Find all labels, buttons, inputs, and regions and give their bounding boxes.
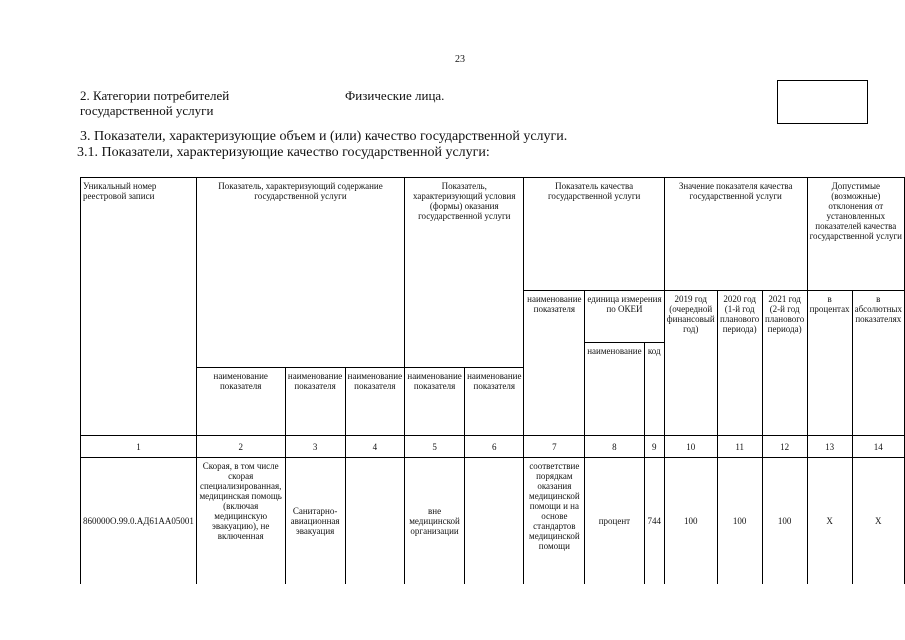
header-unit-code: код	[644, 343, 664, 436]
cell-unit-name: процент	[585, 458, 644, 584]
header-year-2020: 2020 год (1-й год планового периода)	[717, 291, 762, 436]
section3-heading: 3. Показатели, характеризующие объем и (или) качество государственной услуги.	[80, 129, 568, 144]
cell-value-2021: 100	[762, 458, 807, 584]
column-number: 7	[524, 436, 585, 458]
cell-content-1: Скорая, в том числе скорая специализированная, медицинская помощь (включая медицинскую эвакуацию), не включенная	[196, 458, 285, 584]
header-unit-name: наименование	[585, 343, 644, 436]
header-quality-value: Значение показателя качества государственной услуги	[664, 178, 807, 291]
column-number: 11	[717, 436, 762, 458]
header-year-2019: 2019 год (очередной финансовый год)	[664, 291, 717, 436]
header-content-name-3: наименование показателя	[345, 368, 404, 436]
cell-value-2020: 100	[717, 458, 762, 584]
page-number: 23	[455, 54, 465, 65]
consumer-category-label-line2: государственной услуги	[80, 103, 214, 118]
column-number: 1	[81, 436, 197, 458]
column-number: 4	[345, 436, 404, 458]
cell-registry-code: 860000О.99.0.АД61АА05001	[81, 458, 197, 584]
column-number: 3	[285, 436, 345, 458]
header-deviation-absolute: в абсолютных показателях	[852, 291, 904, 436]
registry-code-box	[777, 80, 868, 124]
header-quality-indicator: Показатель качества государственной услуги	[524, 178, 664, 291]
header-year-2021: 2021 год (2-й год планового периода)	[762, 291, 807, 436]
header-content-indicator: Показатель, характеризующий содержание государственной услуги	[196, 178, 404, 368]
header-conditions-indicator: Показатель, характеризующий условия (формы) оказания государственной услуги	[405, 178, 524, 368]
column-number: 2	[196, 436, 285, 458]
header-allowed-deviation: Допустимые (возможные) отклонения от установленных показателей качества государственной услуги	[807, 178, 904, 291]
header-deviation-percent: в процентах	[807, 291, 852, 436]
column-number: 6	[465, 436, 524, 458]
cell-deviation-absolute: Х	[852, 458, 904, 584]
cell-unit-code: 744	[644, 458, 664, 584]
column-number: 9	[644, 436, 664, 458]
column-number: 12	[762, 436, 807, 458]
column-number: 8	[585, 436, 644, 458]
header-condition-name-1: наименование показателя	[405, 368, 465, 436]
header-condition-name-2: наименование показателя	[465, 368, 524, 436]
quality-indicators-table	[80, 177, 905, 584]
header-indicator-name: наименование показателя	[524, 291, 585, 436]
cell-condition-1: вне медицинской организации	[405, 458, 465, 584]
cell-deviation-percent: Х	[807, 458, 852, 584]
header-unique-number: Уникальный номер реестровой записи	[81, 178, 197, 436]
cell-indicator-name: соответствие порядкам оказания медицинской помощи и на основе стандартов медицинской помощи	[524, 458, 585, 584]
cell-content-3	[345, 458, 404, 584]
header-unit-okei: единица измерения по ОКЕИ	[585, 291, 665, 343]
cell-value-2019: 100	[664, 458, 717, 584]
consumer-category-label	[80, 88, 229, 118]
header-content-name-1: наименование показателя	[196, 368, 285, 436]
column-number: 13	[807, 436, 852, 458]
column-number: 14	[852, 436, 904, 458]
consumer-category-label-line1: 2. Категории потребителей	[80, 88, 230, 103]
section31-heading: 3.1. Показатели, характеризующие качество государственной услуги:	[77, 145, 490, 160]
cell-condition-2	[465, 458, 524, 584]
cell-content-2: Санитарно-авиационная эвакуация	[285, 458, 345, 584]
header-content-name-2: наименование показателя	[285, 368, 345, 436]
column-number: 10	[664, 436, 717, 458]
table-row	[81, 458, 905, 584]
column-number: 5	[405, 436, 465, 458]
consumer-category-value: Физические лица.	[345, 88, 445, 103]
